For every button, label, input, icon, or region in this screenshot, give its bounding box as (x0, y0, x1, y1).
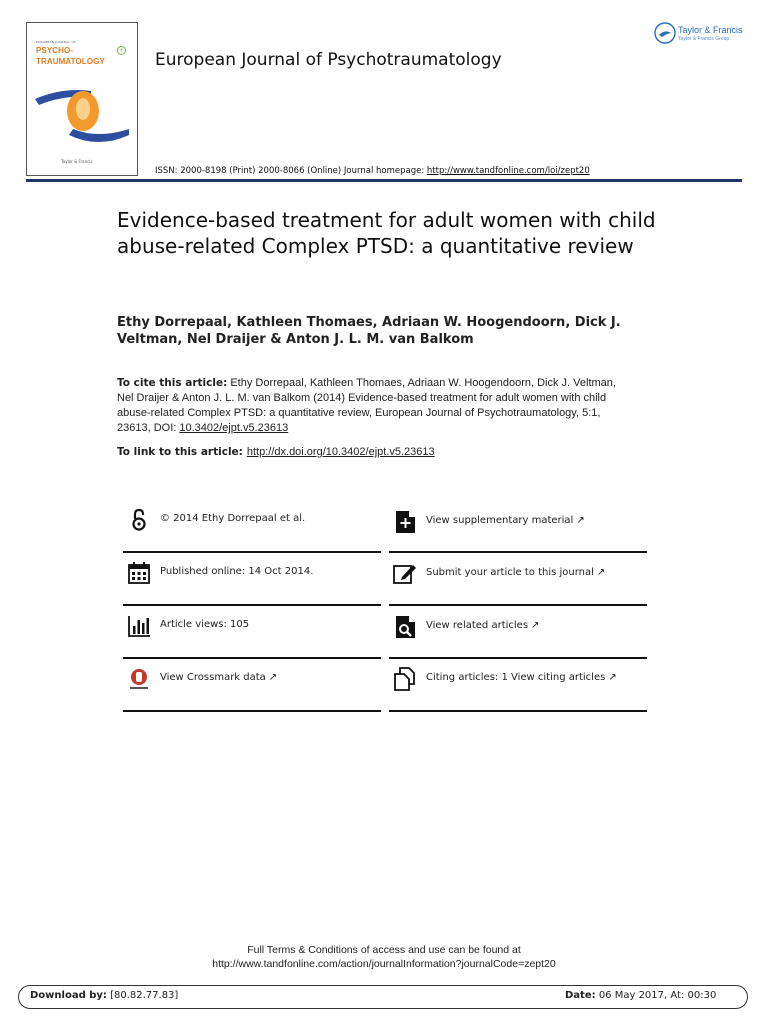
article-doi-link[interactable]: http://dx.doi.org/10.3402/ejpt.v5.23613 (246, 446, 435, 458)
download-date (565, 990, 716, 1001)
published-online-item (123, 561, 381, 614)
article-views-label: Article views: 105 (160, 619, 250, 630)
taylor-francis-logo[interactable] (654, 22, 743, 48)
grid-divider (123, 551, 381, 553)
link-label: To link to this article: (117, 446, 243, 458)
date-label: Date: (565, 990, 596, 1001)
open-access-icon (127, 508, 151, 532)
supplementary-icon (393, 510, 417, 534)
cover-small-line: EUROPEAN JOURNAL OF (36, 40, 76, 44)
calendar-icon (127, 561, 151, 585)
terms-link[interactable]: http://www.tandfonline.com/action/journalInformation?journalCode=zept20 (212, 958, 556, 970)
external-link-icon: ↗ (531, 620, 540, 631)
issn-text: ISSN: 2000-8198 (Print) 2000-8066 (Online) Journal homepage: (155, 166, 427, 176)
submit-article-label: Submit your article to this journal (426, 567, 594, 578)
header-divider (26, 179, 742, 182)
copyright-item (123, 508, 381, 561)
grid-divider (123, 604, 381, 606)
grid-divider (123, 710, 381, 712)
supplementary-item[interactable] (389, 510, 647, 563)
cite-text: Ethy Dorrepaal, Kathleen Thomaes, Adriaan W. Hoogendoorn, Dick J. Veltman, Nel Draijer & Anton J. L. M. van Balkom (2014) Evidence-based treatment for adult women with child abuse-related Complex PTSD: a quantitative review, European Journal of Psychotraumatology, 5:1, 23613, DOI: (117, 377, 616, 434)
bar-chart-icon (127, 614, 151, 638)
article-views-item (123, 614, 381, 667)
download-label: Download by: (30, 990, 107, 1001)
journal-cover-thumbnail (26, 22, 138, 176)
download-value: [80.82.77.83] (110, 990, 179, 1001)
crossmark-icon (127, 667, 151, 691)
cover-hands-illustration (33, 79, 133, 159)
external-link-icon: ↗ (596, 567, 606, 578)
external-link-icon: ↗ (268, 672, 278, 683)
cover-title-line2: TRAUMATOLOGY (36, 57, 105, 66)
submit-article-item[interactable] (389, 562, 647, 615)
cover-publisher: Taylor & Francis (61, 159, 93, 164)
related-articles-link[interactable] (426, 620, 539, 631)
publisher-group: Taylor & Francis Group (678, 36, 730, 42)
published-online-label: Published online: 14 Oct 2014. (160, 566, 314, 577)
link-block (117, 446, 435, 458)
terms-line: Full Terms & Conditions of access and use can be found at (247, 944, 521, 956)
article-title: Evidence-based treatment for adult women with child abuse-related Complex PTSD: a quantitative review (117, 208, 656, 258)
citing-articles-icon (393, 667, 417, 691)
download-info (30, 990, 178, 1001)
grid-divider (123, 657, 381, 659)
taylor-francis-lamp-icon (654, 22, 676, 44)
grid-divider (389, 604, 647, 606)
grid-divider (389, 657, 647, 659)
crossmark-link[interactable] (160, 672, 277, 683)
citation-block (117, 376, 632, 436)
related-articles-label: View related articles (426, 620, 529, 631)
external-link-icon: ↗ (608, 672, 617, 683)
edit-icon (393, 562, 417, 586)
publisher-name: Taylor & Francis (678, 25, 743, 35)
external-link-icon: ↗ (576, 515, 585, 526)
submit-article-link[interactable] (426, 567, 605, 578)
related-articles-item[interactable] (389, 615, 647, 668)
date-value: 06 May 2017, At: 00:30 (598, 990, 717, 1001)
issn-line (155, 166, 590, 176)
copyright-label: © 2014 Ethy Dorrepaal et al. (160, 513, 306, 524)
crossmark-item[interactable] (123, 667, 381, 720)
cover-title-line1: PSYCHO- (36, 46, 74, 55)
article-authors: Ethy Dorrepaal, Kathleen Thomaes, Adriaan W. Hoogendoorn, Dick J. Veltman, Nel Draijer & Anton J. L. M. van Balkom (117, 315, 621, 347)
citing-articles-link[interactable] (426, 672, 617, 683)
grid-divider (389, 710, 647, 712)
related-search-icon (393, 615, 417, 639)
journal-homepage-link[interactable]: http://www.tandfonline.com/loi/zept20 (426, 166, 590, 176)
citing-articles-label: Citing articles: 1 View citing articles (426, 672, 606, 683)
crossmark-label: View Crossmark data (160, 672, 266, 683)
grid-divider (389, 551, 647, 553)
supplementary-link[interactable] (426, 515, 585, 526)
journal-title[interactable]: European Journal of Psychotraumatology (155, 50, 502, 70)
supplementary-label: View supplementary material (426, 515, 574, 526)
cover-open-access-icon: + (118, 47, 125, 54)
cite-label: To cite this article: (117, 377, 228, 389)
citing-articles-item[interactable] (389, 667, 647, 720)
cite-doi-link[interactable]: 10.3402/ejpt.v5.23613 (179, 422, 289, 434)
